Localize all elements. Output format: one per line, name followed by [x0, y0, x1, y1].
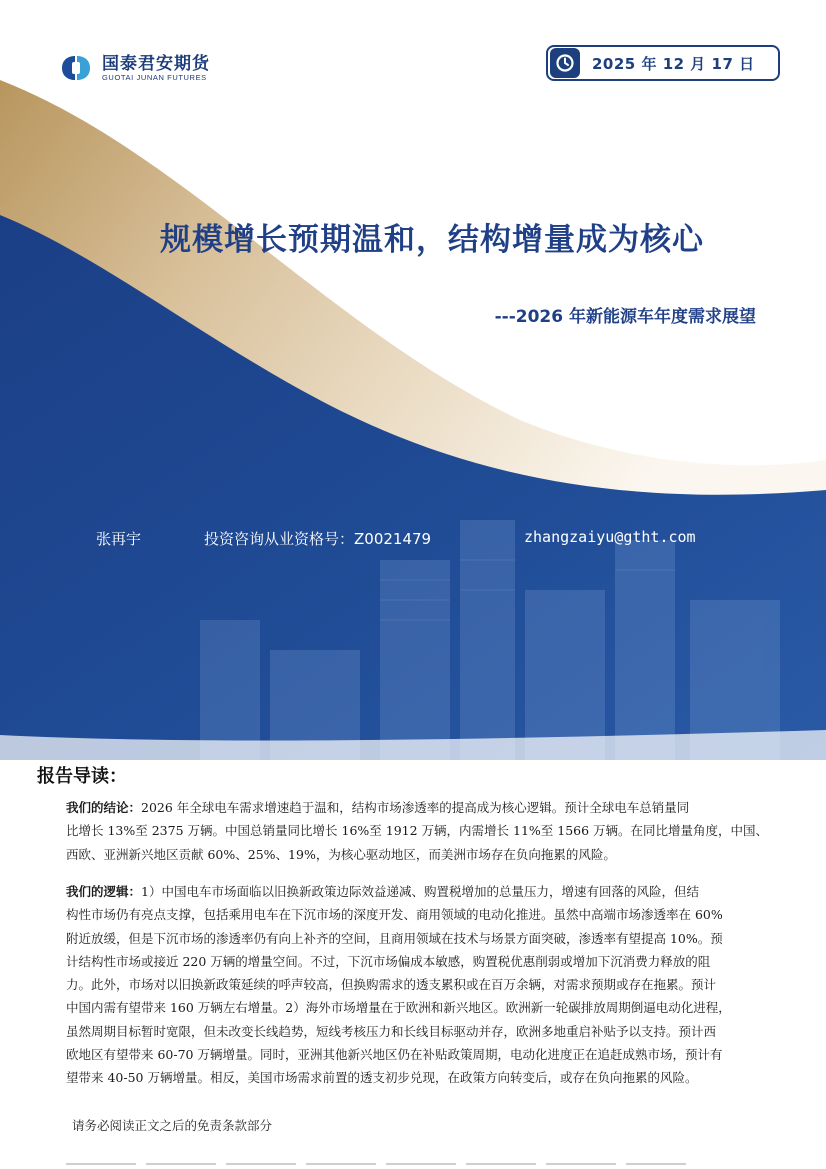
conclusion-label: 我们的结论：: [66, 800, 142, 815]
clock-icon: [550, 48, 580, 78]
section-title: 报告导读：: [37, 766, 127, 787]
logic-line: 望带来 40-50 万辆增量。相反，美国市场需求前置的透支初步兑现，在政策方向转变后，或存在负向拖累的风险。: [66, 1070, 698, 1086]
logic-line: 中国内需有望带来 160 万辆左右增量。2）海外市场增量在于欧洲和新兴地区。欧洲新一轮碳排放周期倒逼电动化进程，: [66, 1000, 731, 1016]
report-subtitle: ---2026 年新能源车年度需求展望: [494, 307, 756, 327]
footer-divider: [66, 1163, 686, 1165]
logic-line: 计结构性市场或接近 220 万辆的增量空间。不过，下沉市场偏成本敏感，购置税优惠削弱或增加下沉消费力释放的阻: [66, 953, 711, 969]
logic-line: 附近放缓，但是下沉市场的渗透率仍有向上补齐的空间，且商用领域在技术与场景方面突破，渗透率有望提高 10%。预: [66, 930, 723, 946]
conclusion-line: 比增长 13%至 2375 万辆。中国总销量同比增长 16%至 1912 万辆，内需增长 11%至 1566 万辆。在同比增量角度，中国、: [66, 823, 769, 839]
author-info: [96, 528, 696, 549]
company-logo: [58, 53, 210, 83]
logo-english-name: GUOTAI JUNAN FUTURES: [102, 72, 207, 82]
logic-line: 力。此外，市场对以旧换新政策延续的呼声较高，但换购需求的透支累积或在百万余辆，对需求预期或存在拖累。预计: [66, 977, 717, 993]
logic-line: 虽然周期目标暂时宽限，但未改变长线趋势，短线考核压力和长线目标驱动并存，欧洲多地重启补贴予以支持。预计西: [66, 1023, 717, 1039]
author-name: 张再宇: [96, 530, 142, 548]
logic-line: 欧地区有望带来 60-70 万辆增量。同时，亚洲其他新兴地区仍在补贴政策周期，电动化进度正在追赶成熟市场，预计有: [66, 1047, 723, 1063]
logo-chinese-name: 国泰君安期货: [102, 53, 210, 74]
conclusion-line: 2026 年全球电车需求增速趋于温和，结构市场渗透率的提高成为核心逻辑。预计全球电车总销量同: [141, 800, 690, 815]
conclusion-line: 西欧、亚洲新兴地区贡献 60%、25%、19%，为核心驱动地区，而美洲市场存在负向拖累的风险。: [66, 846, 616, 862]
report-title: 规模增长预期温和，结构增量成为核心: [160, 222, 704, 258]
logo-mark-icon: [58, 53, 94, 83]
logic-line: 构性市场仍有亮点支撑，包括乘用电车在下沉市场的深度开发、商用领域的电动化推进。虽然中高端市场渗透率在 60%: [66, 907, 723, 923]
conclusion-paragraph: [66, 796, 794, 866]
logic-line: 1）中国电车市场面临以旧换新政策边际效益递减、购置税增加的总量压力，增速有回落的风险，但结: [141, 884, 699, 899]
report-date-box: [546, 45, 780, 81]
disclaimer-note: 请务必阅读正文之后的免责条款部分: [72, 1118, 273, 1133]
author-certificate: 投资咨询从业资格号：Z0021479: [204, 530, 432, 548]
report-date: 2025 年 12 月 17 日: [592, 54, 755, 73]
author-email: zhangzaiyu@gtht.com: [524, 528, 696, 546]
logic-label: 我们的逻辑：: [66, 884, 142, 899]
logic-paragraph: [66, 880, 794, 1090]
